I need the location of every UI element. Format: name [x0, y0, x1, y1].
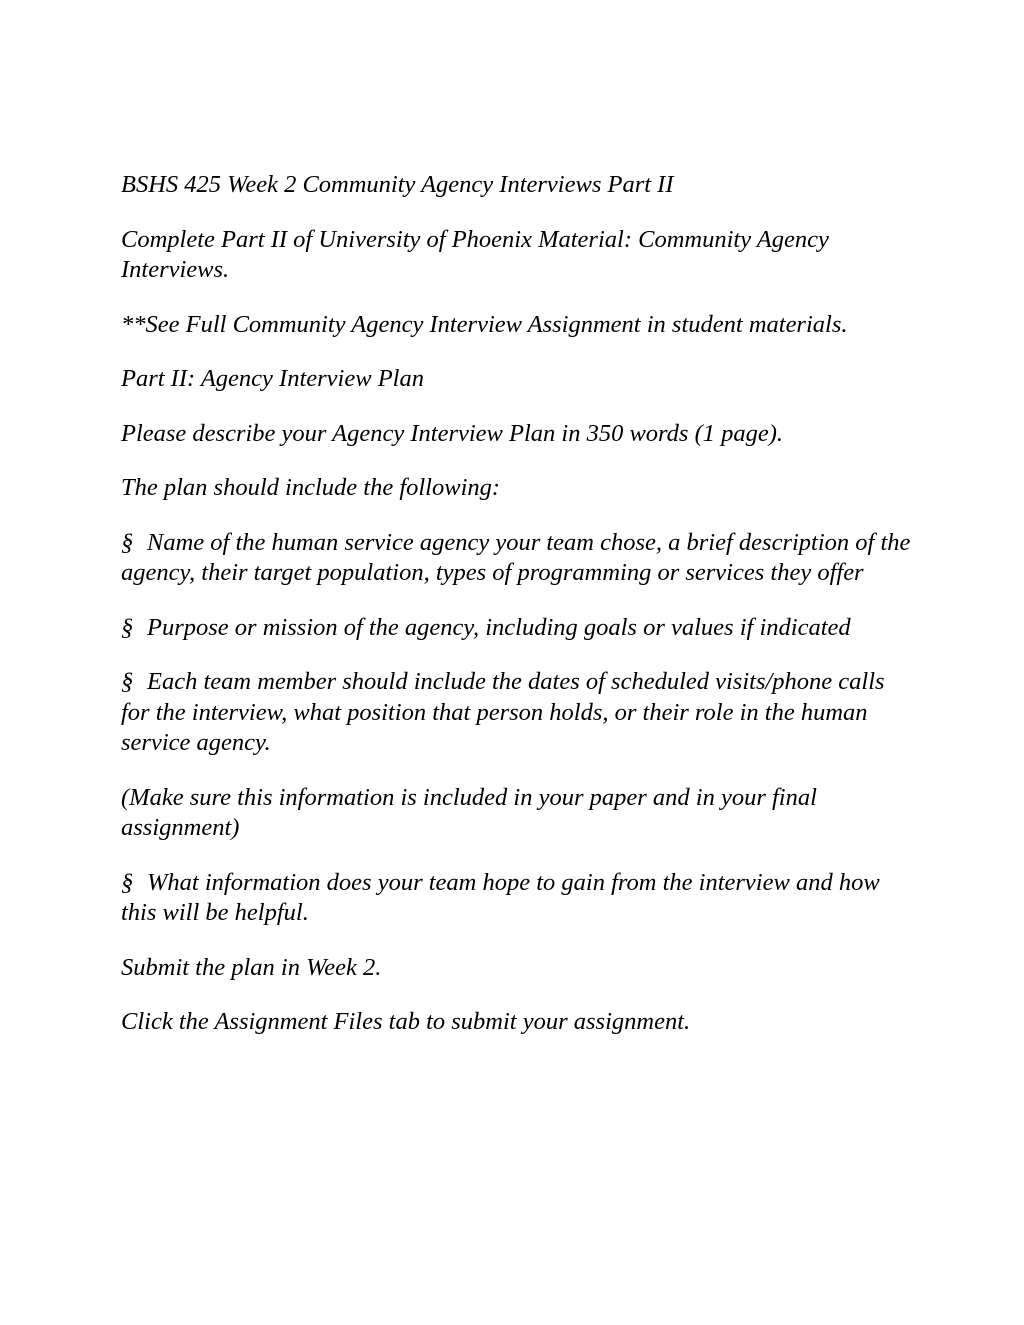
bullet-item	[121, 667, 911, 759]
submit-instruction: Submit the plan in Week 2.	[121, 953, 382, 981]
see-full-note: **See Full Community Agency Interview Assignment in student materials.	[121, 310, 848, 338]
include-following: The plan should include the following:	[121, 474, 501, 501]
section-sign-marker: §	[121, 528, 134, 556]
click-instruction: Click the Assignment Files tab to submit your assignment.	[121, 1008, 691, 1035]
section-sign-marker: §	[121, 613, 134, 641]
bullet-item	[121, 528, 911, 589]
bullet-text: Purpose or mission of the agency, including goals or values if indicated	[147, 613, 851, 641]
describe-instruction: Please describe your Agency Interview Plan in 350 words (1 page).	[121, 419, 784, 447]
section-sign-marker: §	[121, 868, 134, 896]
bullet-text: Each team member should include the dates of scheduled visits/phone calls for the interview, what position that person holds, or their role in the human service agency.	[121, 668, 885, 756]
document-title: BSHS 425 Week 2 Community Agency Interviews Part II	[121, 171, 674, 198]
document-body	[121, 170, 911, 1062]
bullet-text: What information does your team hope to gain from the interview and how this will be helpful.	[121, 868, 880, 926]
bullet-item	[121, 613, 911, 644]
bullet-item	[121, 868, 911, 929]
make-sure-note: (Make sure this information is included in your paper and in your final assignment)	[121, 783, 817, 841]
intro-paragraph: Complete Part II of University of Phoenix Material: Community Agency Interviews.	[121, 225, 829, 283]
part-heading: Part II: Agency Interview Plan	[121, 365, 424, 392]
bullet-text: Name of the human service agency your team chose, a brief description of the agency, their target population, types of programming or services they offer	[121, 528, 911, 586]
section-sign-marker: §	[121, 668, 134, 695]
